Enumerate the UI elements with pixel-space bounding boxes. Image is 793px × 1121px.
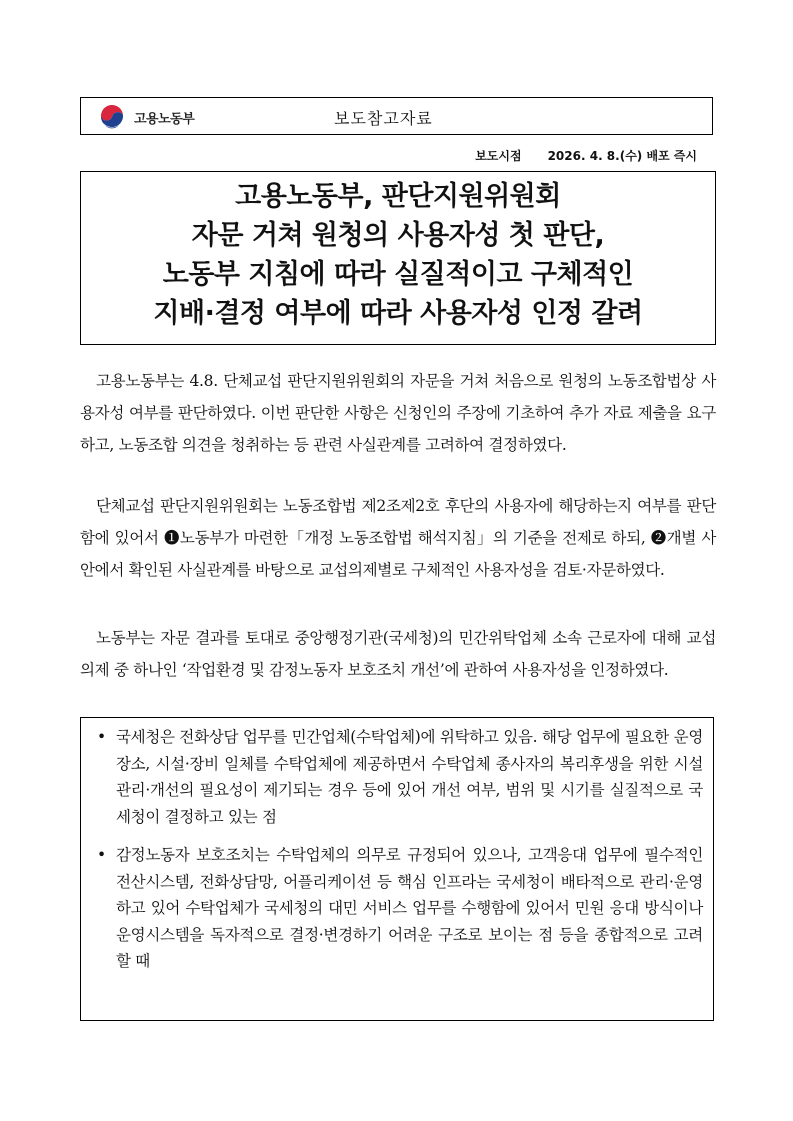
logo-text: 고용노동부 [134, 111, 195, 127]
body-paragraph-3: 노동부는 자문 결과를 토대로 중앙행정기관(국세청)의 민간위탁업체 소속 근로자에 대해 교섭의제 중 하나인 ‘작업환경 및 감정노동자 보호조치 개선’에 관하여 사용자성을 인정하였다. [80, 629, 716, 679]
ministry-logo [97, 104, 194, 130]
release-info [475, 147, 697, 164]
title-line-3: 노동부 지침에 따라 실질적이고 구체적인 [162, 259, 634, 290]
taegeuk-logo-icon [97, 104, 131, 130]
bullet-icon: • [97, 728, 106, 746]
title-line-1: 고용노동부, 판단지원위원회 [235, 181, 561, 212]
release-date: 2026. 4. 8.(수) 배포 즉시 [547, 149, 697, 163]
list-item [97, 724, 703, 830]
release-label: 보도시점 [475, 149, 522, 163]
body-paragraph-1: 고용노동부는 4.8. 단체교섭 판단지원위원회의 자문을 거쳐 처음으로 원청의 노동조합법상 사용자성 여부를 판단하였다. 이번 판단한 사항은 신청인의 주장에 기초하여 추가 자료 제출을 요구하고, 노동조합 의견을 청취하는 등 관련 사실관계를 고려하여 결정하였다. [80, 372, 716, 454]
title-line-2: 자문 거쳐 원청의 사용자성 첫 판단, [191, 220, 605, 251]
doc-type-label: 보도참고자료 [334, 109, 433, 128]
title-box [80, 171, 716, 345]
list-item [97, 842, 703, 975]
title-line-4: 지배·결정 여부에 따라 사용자성 인정 갈려 [153, 298, 643, 329]
summary-box [80, 717, 714, 1021]
header-box [80, 97, 713, 135]
list-item-text: 감정노동자 보호조치는 수탁업체의 의무로 규정되어 있으나, 고객응대 업무에 필수적인 전산시스템, 전화상담망, 어플리케이션 등 핵심 인프라는 국세청이 배타적으로 관리·운영하고 있어 수탁업체가 국세청의 대민 서비스 업무를 수행함에 있어서 민원 응대 방식이나 운영시스템을 독자적으로 결정·변경하기 어려운 구조로 보이는 점 등을 종합적으로 고려할 때 [116, 846, 703, 970]
list-item-text: 국세청은 전화상담 업무를 민간업체(수탁업체)에 위탁하고 있음. 해당 업무에 필요한 운영장소, 시설·장비 일체를 수탁업체에 제공하면서 수탁업체 종사자의 복리후생을 위한 시설 관리·개선의 필요성이 제기되는 경우 등에 있어 개선 여부, 범위 및 시기를 실질적으로 국세청이 결정하고 있는 점 [116, 728, 703, 826]
body-paragraph-2: 단체교섭 판단지원위원회는 노동조합법 제2조제2호 후단의 사용자에 해당하는지 여부를 판단함에 있어서 ❶노동부가 마련한「개정 노동조합법 해석지침」의 기준을 전제로 하되, ❷개별 사안에서 확인된 사실관계를 바탕으로 교섭의제별로 구체적인 사용자성을 검토·자문하였다. [80, 497, 716, 579]
bullet-icon: • [97, 846, 106, 864]
